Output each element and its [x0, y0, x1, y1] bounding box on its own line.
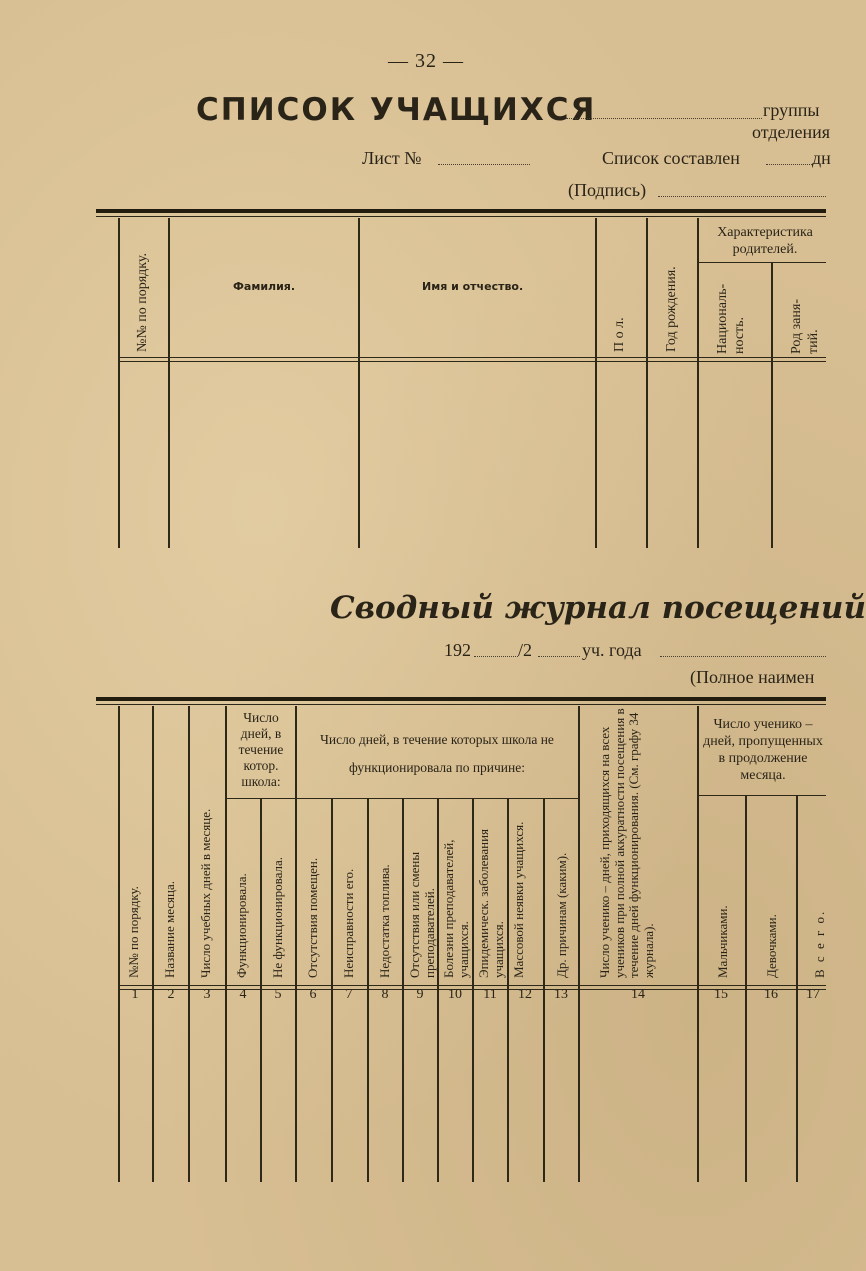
signature-label: (Подпись) [568, 180, 647, 200]
att-col-13-number: 13 [554, 987, 568, 1002]
compiled-label: Список составлен [602, 148, 740, 168]
att-col-7-number: 7 [345, 987, 353, 1002]
att-col-1-number: 1 [131, 987, 139, 1002]
att-col-9-header: Отсутствия или смены преподавателей. [407, 851, 437, 978]
sheet-label: Лист № [362, 148, 422, 168]
att-col-10-number: 10 [448, 987, 462, 1002]
col-sex-header: П о л. [612, 317, 627, 352]
att-col-12-number: 12 [518, 987, 532, 1002]
col-nationality-header: Националь- ность. [715, 283, 747, 354]
att-col-14-header: Число ученико – дней, приходящихся на всех учеников при полной аккуратности посещения в течение дней функционирования. (См. графу 34 журнала). [597, 708, 656, 978]
att-col-4-number: 4 [239, 987, 247, 1002]
att-col-15-header: Мальчиками. [715, 905, 730, 978]
att-col-9-number: 9 [416, 987, 424, 1002]
col-birth-year-header: Год рождения. [664, 266, 679, 352]
att-col-2-header: Название месяца. [162, 880, 177, 978]
att-col-5-header: Не функционировала. [270, 857, 285, 978]
att-col-4-header: Функционировала. [234, 873, 249, 978]
branch-label: отделения [752, 122, 831, 142]
group-label: группы [763, 100, 820, 120]
att-col-14-number: 14 [631, 987, 645, 1002]
col-occupation-header: Род заня- тий. [789, 299, 821, 354]
att-col-6-header: Отсутствия помещен. [305, 857, 320, 978]
col-number-header: №№ по порядку. [135, 253, 150, 352]
full-name-label: (Полное наимен [690, 667, 815, 687]
att-col-16-number: 16 [764, 987, 778, 1002]
att-col-8-number: 8 [381, 987, 389, 1002]
att-col-17-number: 17 [806, 987, 820, 1002]
year-mid: /2 [518, 640, 533, 660]
att-col-3-number: 3 [203, 987, 211, 1002]
att-col-6-number: 6 [309, 987, 317, 1002]
day-label: дн [812, 148, 831, 168]
att-col-16-header: Девочками. [764, 914, 779, 978]
col-name-header: Имя и отчество. [422, 280, 524, 293]
att-col-2-number: 2 [167, 987, 175, 1002]
att-col-10-header: Болезни преподавателей, учащихся. [441, 839, 471, 978]
att-col-11-number: 11 [483, 987, 497, 1002]
att-col-5-number: 5 [274, 987, 282, 1002]
att-col-11-header: Эпидемическ. заболевания учащихся. [476, 828, 506, 978]
col-surname-header: Фамилия. [233, 280, 296, 293]
att-col-15-number: 15 [714, 987, 728, 1002]
att-col-3-header: Число учебных дней в месяце. [198, 808, 213, 978]
year-prefix: 192 [444, 640, 471, 660]
parents-header: Характеристика родителей. [717, 225, 813, 257]
page-number: — 32 — [388, 50, 464, 72]
att-col-17-header: В с е г о. [812, 909, 827, 978]
header-student-days: Число ученико – дней, пропущенных в продолжение месяца. [703, 717, 823, 783]
att-col-8-header: Недостатка топлива. [377, 864, 392, 978]
attendance-title: Сводный журнал посещений [330, 590, 866, 626]
header-not-functioning: Число дней, в течение которых школа не функционировала по причине: [320, 732, 554, 775]
header-school-days: Число дней, в течение котор. школа: [238, 710, 284, 789]
att-col-13-header: Др. причинам (каким). [554, 852, 569, 978]
att-col-1-header: №№ по порядку. [126, 886, 141, 978]
att-col-12-header: Массовой неявки учащихся. [511, 821, 526, 978]
students-list-title: СПИСОК УЧАЩИХСЯ [196, 92, 597, 128]
year-suffix: уч. года [582, 640, 642, 660]
att-col-7-header: Неисправности его. [341, 868, 356, 978]
